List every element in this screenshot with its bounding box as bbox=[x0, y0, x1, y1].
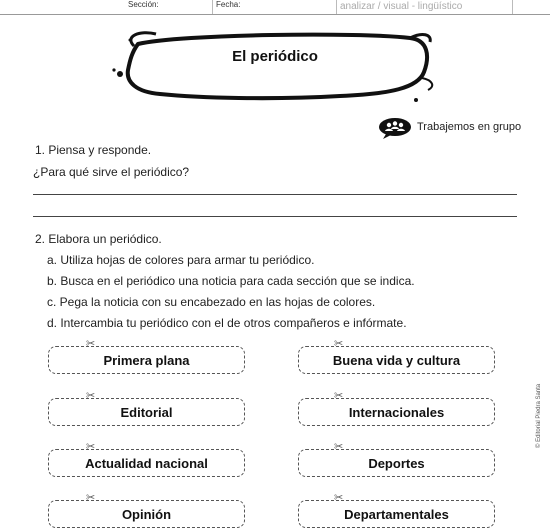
scissors-icon: ✂ bbox=[86, 338, 96, 350]
question-1-text: ¿Para qué sirve el periódico? bbox=[33, 165, 190, 179]
question-2-step-c: c. Pega la noticia con su encabezado en las hojas de colores. bbox=[47, 295, 376, 309]
group-icon bbox=[378, 117, 412, 139]
date-label: Fecha: bbox=[216, 0, 241, 9]
section-label: Sección: bbox=[128, 0, 159, 9]
section-card-editorial: Editorial bbox=[48, 398, 245, 426]
header-divider bbox=[0, 14, 550, 15]
question-2-step-b: b. Busca en el periódico una noticia para cada sección que se indica. bbox=[47, 274, 415, 288]
group-badge-label: Trabajemos en grupo bbox=[417, 121, 522, 133]
header-separator bbox=[212, 0, 213, 14]
scissors-icon: ✂ bbox=[334, 390, 344, 402]
section-card-departamentales: Departamentales bbox=[298, 500, 495, 528]
scissors-icon: ✂ bbox=[334, 492, 344, 504]
answer-line[interactable] bbox=[33, 216, 517, 217]
scissors-icon: ✂ bbox=[86, 390, 96, 402]
answer-line[interactable] bbox=[33, 194, 517, 195]
section-card-primera-plana: Primera plana bbox=[48, 346, 245, 374]
section-card-deportes: Deportes bbox=[298, 449, 495, 477]
scissors-icon: ✂ bbox=[86, 492, 96, 504]
scissors-icon: ✂ bbox=[334, 338, 344, 350]
section-card-buena-vida: Buena vida y cultura bbox=[298, 346, 495, 374]
header-separator bbox=[512, 0, 513, 14]
question-2-step-a: a. Utiliza hojas de colores para armar tu periódico. bbox=[47, 253, 315, 267]
side-credit: © Editorial Piedra Santa bbox=[536, 383, 542, 448]
scissors-icon: ✂ bbox=[86, 441, 96, 453]
scissors-icon: ✂ bbox=[334, 441, 344, 453]
section-card-internacionales: Internacionales bbox=[298, 398, 495, 426]
section-card-opinion: Opinión bbox=[48, 500, 245, 528]
section-card-actualidad-nacional: Actualidad nacional bbox=[48, 449, 245, 477]
question-1-prompt: 1. Piensa y responde. bbox=[35, 143, 152, 157]
page-title: El periódico bbox=[232, 48, 318, 65]
question-2-step-d: d. Intercambia tu periódico con el de otros compañeros e infórmate. bbox=[47, 316, 407, 330]
question-2-prompt: 2. Elabora un periódico. bbox=[35, 232, 162, 246]
header-separator bbox=[336, 0, 337, 14]
title-frame bbox=[110, 30, 440, 105]
skills-note: analizar / visual - lingüístico bbox=[340, 1, 463, 12]
